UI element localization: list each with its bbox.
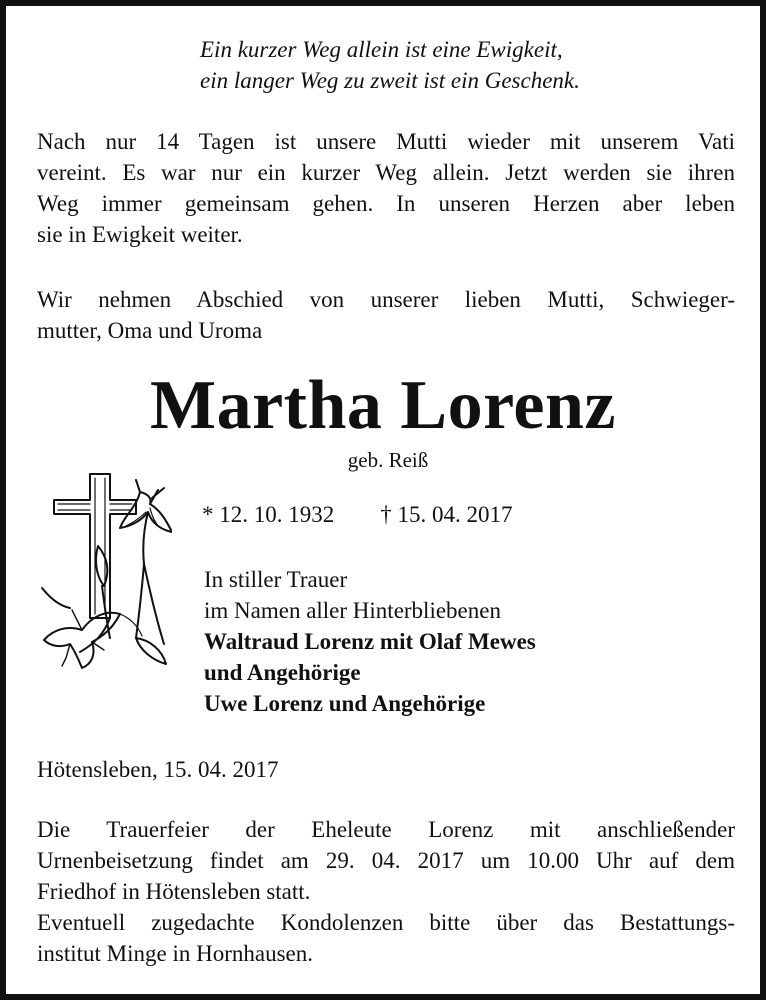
service-line: institut Minge in Hornhausen. — [37, 941, 313, 966]
place-date: Hötensleben, 15. 04. 2017 — [37, 757, 279, 782]
service-line: Eventuell zugedachte Kondolenzen bitte über das Bestattungs- — [37, 910, 735, 935]
service-line: Friedhof in Hötensleben statt. — [37, 879, 311, 904]
farewell-line: Wir nehmen Abschied von unserer lieben Mutti, Schwieger- — [37, 287, 735, 312]
intro-line: Weg immer gemeinsam gehen. In unseren Herzen aber leben — [37, 191, 735, 216]
mourner-name: und Angehörige — [204, 660, 361, 685]
deceased-name: Martha Lorenz — [150, 367, 616, 444]
maiden-name: geb. Reiß — [347, 448, 429, 472]
intro-line: sie in Ewigkeit weiter. — [37, 222, 243, 247]
life-dates — [202, 499, 513, 530]
service-line: Urnenbeisetzung findet am 29. 04. 2017 um 10.00 Uhr auf dem — [37, 848, 735, 873]
mourners-line: In stiller Trauer — [204, 567, 348, 592]
motto-verse — [200, 34, 580, 96]
mourner-name: Waltraud Lorenz mit Olaf Mewes — [204, 629, 536, 654]
death-date: † 15. 04. 2017 — [380, 502, 513, 527]
motto-line: Ein kurzer Weg allein ist eine Ewigkeit, — [200, 37, 563, 62]
mourner-name: Uwe Lorenz und Angehörige — [204, 691, 486, 716]
intro-line: Nach nur 14 Tagen ist unsere Mutti wieder mit unserem Vati — [37, 129, 735, 154]
farewell-line: mutter, Oma und Uroma — [37, 318, 263, 343]
service-line: Die Trauerfeier der Eheleute Lorenz mit anschließender — [37, 817, 735, 842]
birth-date: * 12. 10. 1932 — [202, 502, 335, 527]
farewell-paragraph — [37, 284, 735, 346]
cross-with-lilies-icon — [40, 468, 172, 672]
intro-paragraph — [37, 126, 735, 250]
mourners-line: im Namen aller Hinterbliebenen — [204, 598, 501, 623]
motto-line: ein langer Weg zu zweit ist ein Geschenk. — [200, 68, 580, 93]
service-paragraph — [37, 814, 735, 969]
intro-line: vereint. Es war nur ein kurzer Weg allein. Jetzt werden sie ihren — [37, 160, 735, 185]
mourners-block — [204, 564, 536, 719]
